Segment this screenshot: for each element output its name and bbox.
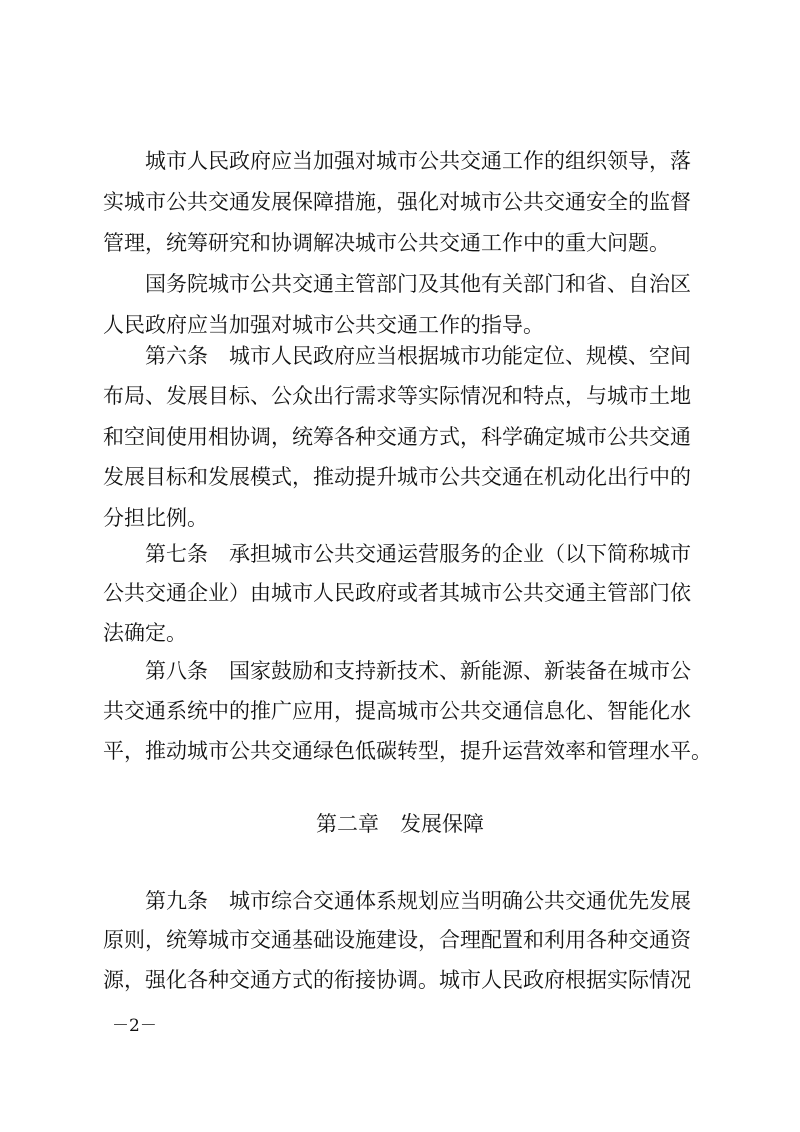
- paragraph-line: 人民政府应当加强对城市公共交通工作的指导。: [103, 313, 544, 337]
- article-9-line: 第九条 城市综合交通体系规划应当明确公共交通优先发展: [103, 889, 691, 913]
- article-9-line: 源，强化各种交通方式的衔接协调。城市人民政府根据实际情况: [103, 968, 691, 992]
- article-8-line: 共交通系统中的推广应用，提高城市公共交通信息化、智能化水: [103, 699, 691, 723]
- paragraph-line: 实城市公共交通发展保障措施，强化对城市公共交通安全的监督: [103, 190, 691, 214]
- article-6-line: 和空间使用相协调，统筹各种交通方式，科学确定城市公共交通: [103, 425, 691, 449]
- article-7-line: 法确定。: [103, 621, 187, 645]
- article-6-line: 发展目标和发展模式，推动提升城市公共交通在机动化出行中的: [103, 465, 691, 489]
- article-8-line: 第八条 国家鼓励和支持新技术、新能源、新装备在城市公: [103, 659, 691, 683]
- article-7-line: 公共交通企业）由城市人民政府或者其城市公共交通主管部门依: [103, 581, 691, 605]
- article-6-line: 第六条 城市人民政府应当根据城市功能定位、规模、空间: [103, 344, 691, 368]
- article-9-line: 原则，统筹城市交通基础设施建设，合理配置和利用各种交通资: [103, 928, 691, 952]
- article-6-line: 分担比例。: [103, 506, 208, 530]
- article-8-line: 平，推动城市公共交通绿色低碳转型，提升运营效率和管理水平。: [103, 739, 712, 763]
- paragraph-line: 国务院城市公共交通主管部门及其他有关部门和省、自治区: [103, 272, 691, 296]
- page-number: －2－: [112, 1016, 157, 1036]
- paragraph-line: 城市人民政府应当加强对城市公共交通工作的组织领导，落: [103, 149, 691, 173]
- article-6-line: 布局、发展目标、公众出行需求等实际情况和特点，与城市土地: [103, 384, 691, 408]
- article-7-line: 第七条 承担城市公共交通运营服务的企业（以下简称城市: [103, 542, 691, 566]
- chapter-heading: 第二章 发展保障: [316, 812, 484, 836]
- paragraph-line: 管理，统筹研究和协调解决城市公共交通工作中的重大问题。: [103, 231, 670, 255]
